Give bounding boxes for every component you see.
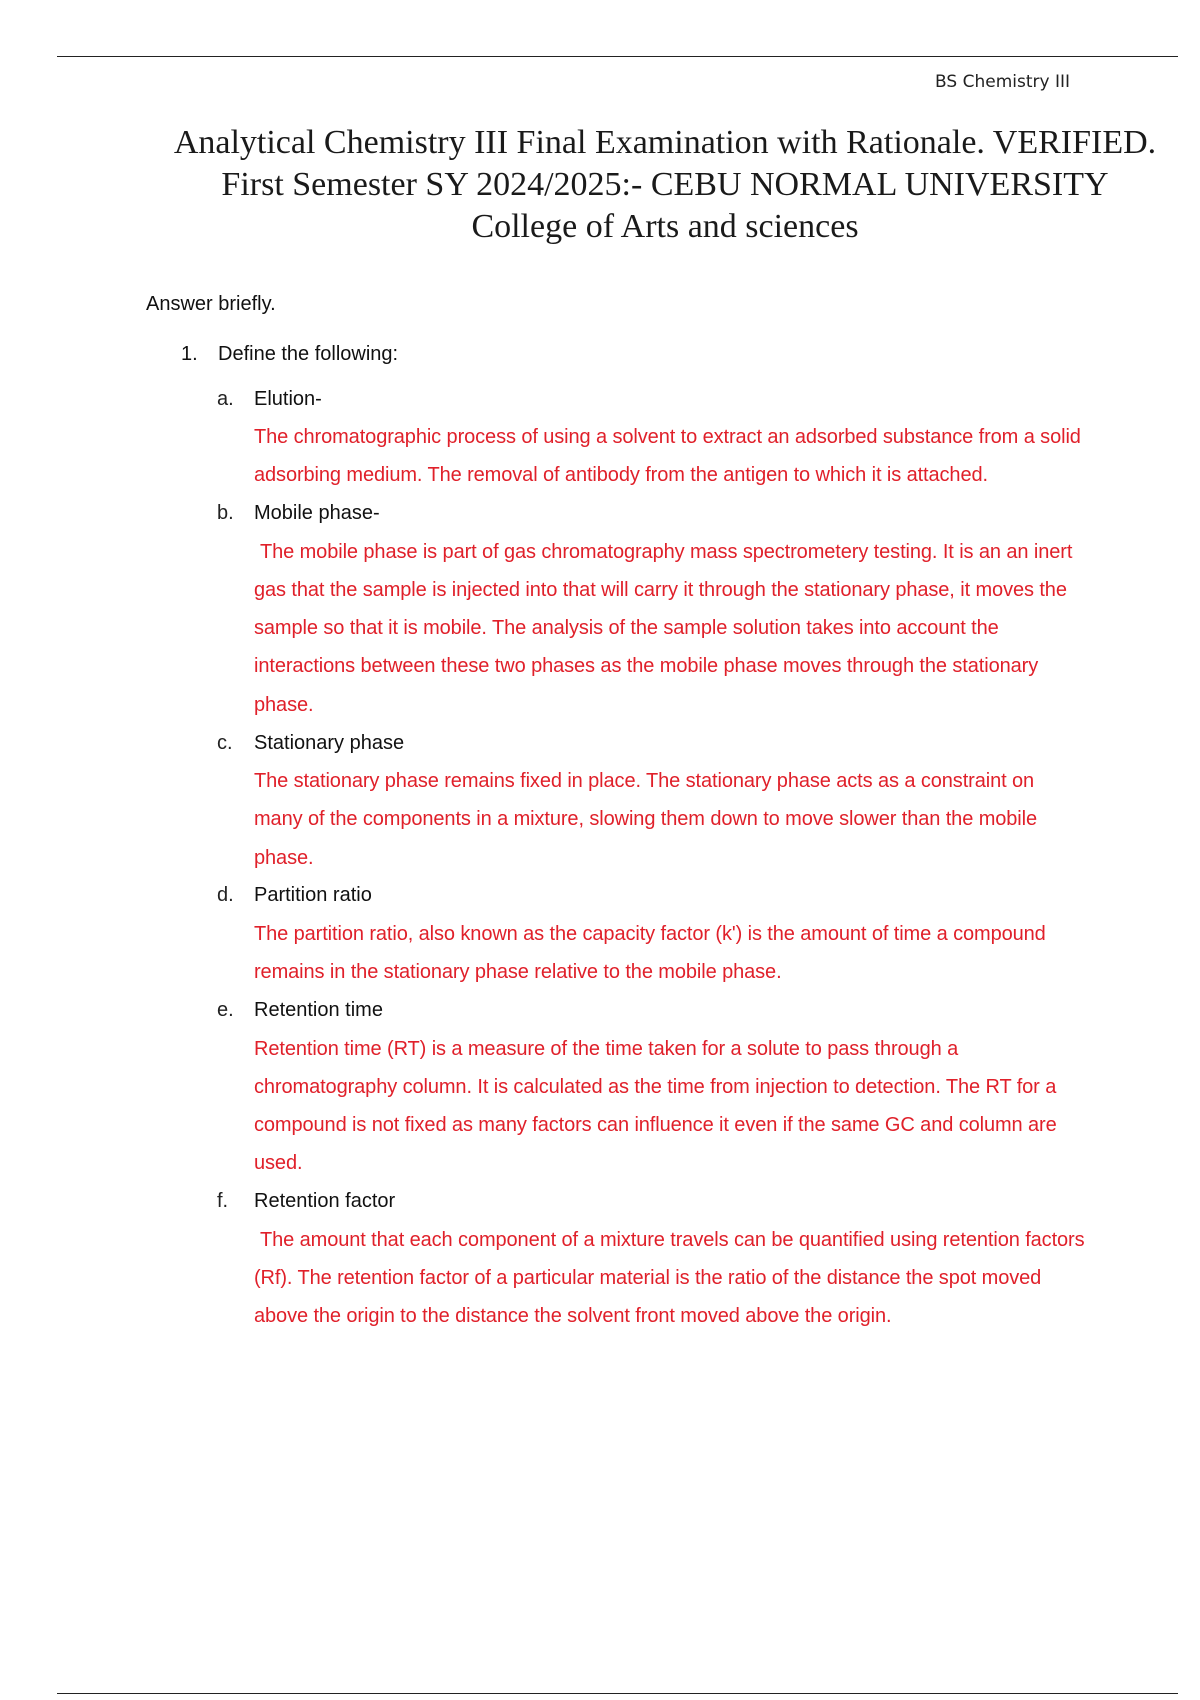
question-1 <box>181 343 398 366</box>
definition-term: Mobile phase- <box>254 502 380 525</box>
definition-letter: a. <box>217 387 234 410</box>
definition-term: Partition ratio <box>254 884 372 907</box>
definition-letter: d. <box>217 884 234 907</box>
definition-answer: The chromatographic process of using a solvent to extract an adsorbed substance from a solid adsorbing medium. The removal of antibody from the antigen to which it is attached. <box>254 426 1081 487</box>
definition-item-elution <box>217 380 1087 495</box>
definition-item-partition-ratio <box>217 877 1087 992</box>
title-line-2: First Semester SY 2024/2025:- CEBU NORMAL UNIVERSITY <box>221 166 1109 203</box>
definition-letter: c. <box>217 731 233 754</box>
definition-answer: Retention time (RT) is a measure of the time taken for a solute to pass through a chromatography column. It is calculated as the time from injection to detection. The RT for a compound is not fixed as many factors can influence it even if the same GC and column are used. <box>254 1037 1057 1175</box>
title-line-3: College of Arts and sciences <box>471 208 859 245</box>
definition-answer: The stationary phase remains fixed in place. The stationary phase acts as a constraint on many of the components in a mixture, slowing them down to move slower than the mobile phase. <box>254 770 1038 869</box>
definition-list <box>217 380 1087 1336</box>
definition-item-retention-factor <box>217 1183 1087 1336</box>
definition-item-retention-time <box>217 992 1087 1183</box>
definition-term: Retention factor <box>254 1190 396 1213</box>
bottom-rule <box>57 1693 1178 1694</box>
definition-answer: The amount that each component of a mixture travels can be quantified using retention factors (Rf). The retention factor of a particular material is the ratio of the distance the spot moved above the origin to the distance the solvent front moved above the origin. <box>254 1228 1085 1328</box>
definition-term: Retention time <box>254 999 383 1022</box>
question-prompt: Define the following: <box>218 343 399 365</box>
definition-term: Elution- <box>254 387 322 410</box>
question-number: 1. <box>181 343 198 365</box>
definition-answer: The mobile phase is part of gas chromatography mass spectrometery testing. It is an an inert gas that the sample is injected into that will carry it through the stationary phase, it moves the sample so that it is mobile. The analysis of the sample solution takes into account the interactions between these two phases as the mobile phase moves through the stationary phase. <box>254 540 1073 716</box>
definition-item-stationary-phase <box>217 724 1087 877</box>
instruction-text: Answer briefly. <box>146 293 276 315</box>
top-rule <box>57 56 1178 57</box>
document-title <box>120 122 1200 248</box>
title-line-1: Analytical Chemistry III Final Examination with Rationale. VERIFIED. <box>173 124 1157 161</box>
definition-letter: e. <box>217 999 234 1022</box>
definition-letter: f. <box>217 1190 229 1213</box>
course-label: BS Chemistry III <box>935 72 1070 92</box>
definition-item-mobile-phase <box>217 495 1087 724</box>
definition-term: Stationary phase <box>254 731 405 754</box>
definition-letter: b. <box>217 502 234 525</box>
definition-answer: The partition ratio, also known as the capacity factor (k') is the amount of time a compound remains in the stationary phase relative to the mobile phase. <box>254 922 1046 984</box>
